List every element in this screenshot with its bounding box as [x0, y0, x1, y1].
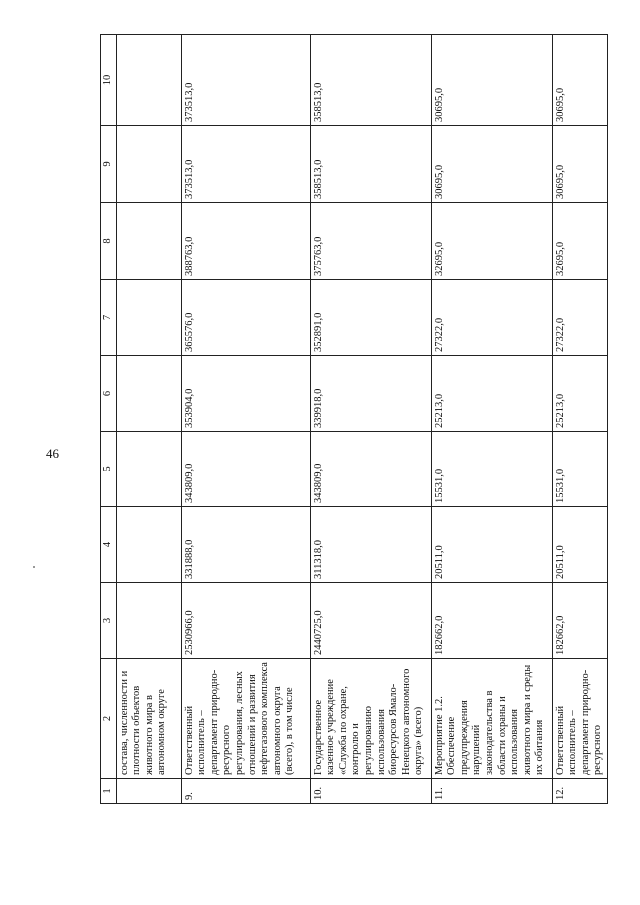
value-cell: 30695,0	[431, 126, 552, 203]
table-row	[116, 35, 181, 804]
value-cell: 331888,0	[181, 507, 310, 583]
header-cell: 2	[101, 659, 117, 779]
row-description: Ответственный исполнитель – департамент природно-ресурсного	[552, 659, 607, 779]
value-cell	[116, 203, 181, 280]
table-frame	[100, 35, 602, 804]
value-cell	[116, 507, 181, 583]
budget-table	[100, 34, 608, 804]
rotated-table-wrapper	[100, 35, 602, 804]
value-cell: 2530966,0	[181, 583, 310, 659]
header-cell: 5	[101, 432, 117, 507]
value-cell: 25213,0	[552, 356, 607, 432]
value-cell	[116, 35, 181, 126]
table-row	[181, 35, 310, 804]
row-description: Государственное казенное учреждение «Служба по охране, контролю и регулированию использования биоресурсов Ямало-Ненецкого автономного округа» (всего)	[310, 659, 431, 779]
table-row	[431, 35, 552, 804]
value-cell: 25213,0	[431, 356, 552, 432]
value-cell: 373513,0	[181, 35, 310, 126]
header-cell: 8	[101, 203, 117, 280]
row-number: 10.	[310, 779, 431, 804]
value-cell: 30695,0	[431, 35, 552, 126]
row-number: 11.	[431, 779, 552, 804]
value-cell: 365576,0	[181, 280, 310, 356]
value-cell: 27322,0	[431, 280, 552, 356]
value-cell: 20511,0	[552, 507, 607, 583]
value-cell: 343809,0	[310, 432, 431, 507]
value-cell	[116, 356, 181, 432]
value-cell: 30695,0	[552, 126, 607, 203]
header-cell: 7	[101, 280, 117, 356]
value-cell: 20511,0	[431, 507, 552, 583]
row-description: состава, численности и плотности объектов животного мира в автономном округе	[116, 659, 181, 779]
value-cell	[116, 583, 181, 659]
value-cell: 182662,0	[552, 583, 607, 659]
header-cell: 9	[101, 126, 117, 203]
header-cell: 1	[101, 779, 117, 804]
value-cell: 15531,0	[552, 432, 607, 507]
table-row	[310, 35, 431, 804]
value-cell: 311318,0	[310, 507, 431, 583]
page-number: 46	[46, 446, 59, 461]
value-cell: 343809,0	[181, 432, 310, 507]
value-cell: 352891,0	[310, 280, 431, 356]
value-cell: 339918,0	[310, 356, 431, 432]
header-cell: 10	[101, 35, 117, 126]
value-cell: 32695,0	[431, 203, 552, 280]
row-number	[116, 779, 181, 804]
value-cell: 373513,0	[181, 126, 310, 203]
row-number: 12.	[552, 779, 607, 804]
scan-speck	[33, 566, 35, 568]
value-cell: 358513,0	[310, 126, 431, 203]
value-cell	[116, 280, 181, 356]
value-cell: 388763,0	[181, 203, 310, 280]
header-row	[101, 35, 117, 804]
value-cell: 375763,0	[310, 203, 431, 280]
row-description: Ответственный исполнитель – департамент природно-ресурсного регулирования, лесных отношений и развития нефтегазового комплекса автономного округа (всего), в том числе	[181, 659, 310, 779]
header-cell: 3	[101, 583, 117, 659]
header-cell: 6	[101, 356, 117, 432]
value-cell: 358513,0	[310, 35, 431, 126]
value-cell: 353904,0	[181, 356, 310, 432]
value-cell	[116, 126, 181, 203]
value-cell	[116, 432, 181, 507]
value-cell: 182662,0	[431, 583, 552, 659]
value-cell: 27322,0	[552, 280, 607, 356]
header-cell: 4	[101, 507, 117, 583]
row-description: Мероприятие 1.2. Обеспечение предупреждения нарушений законодательства в области охраны и использования животного мира и среды их обитания	[431, 659, 552, 779]
value-cell: 30695,0	[552, 35, 607, 126]
value-cell: 2440725,0	[310, 583, 431, 659]
value-cell: 32695,0	[552, 203, 607, 280]
value-cell: 15531,0	[431, 432, 552, 507]
table-row	[552, 35, 607, 804]
row-number: 9.	[181, 779, 310, 804]
